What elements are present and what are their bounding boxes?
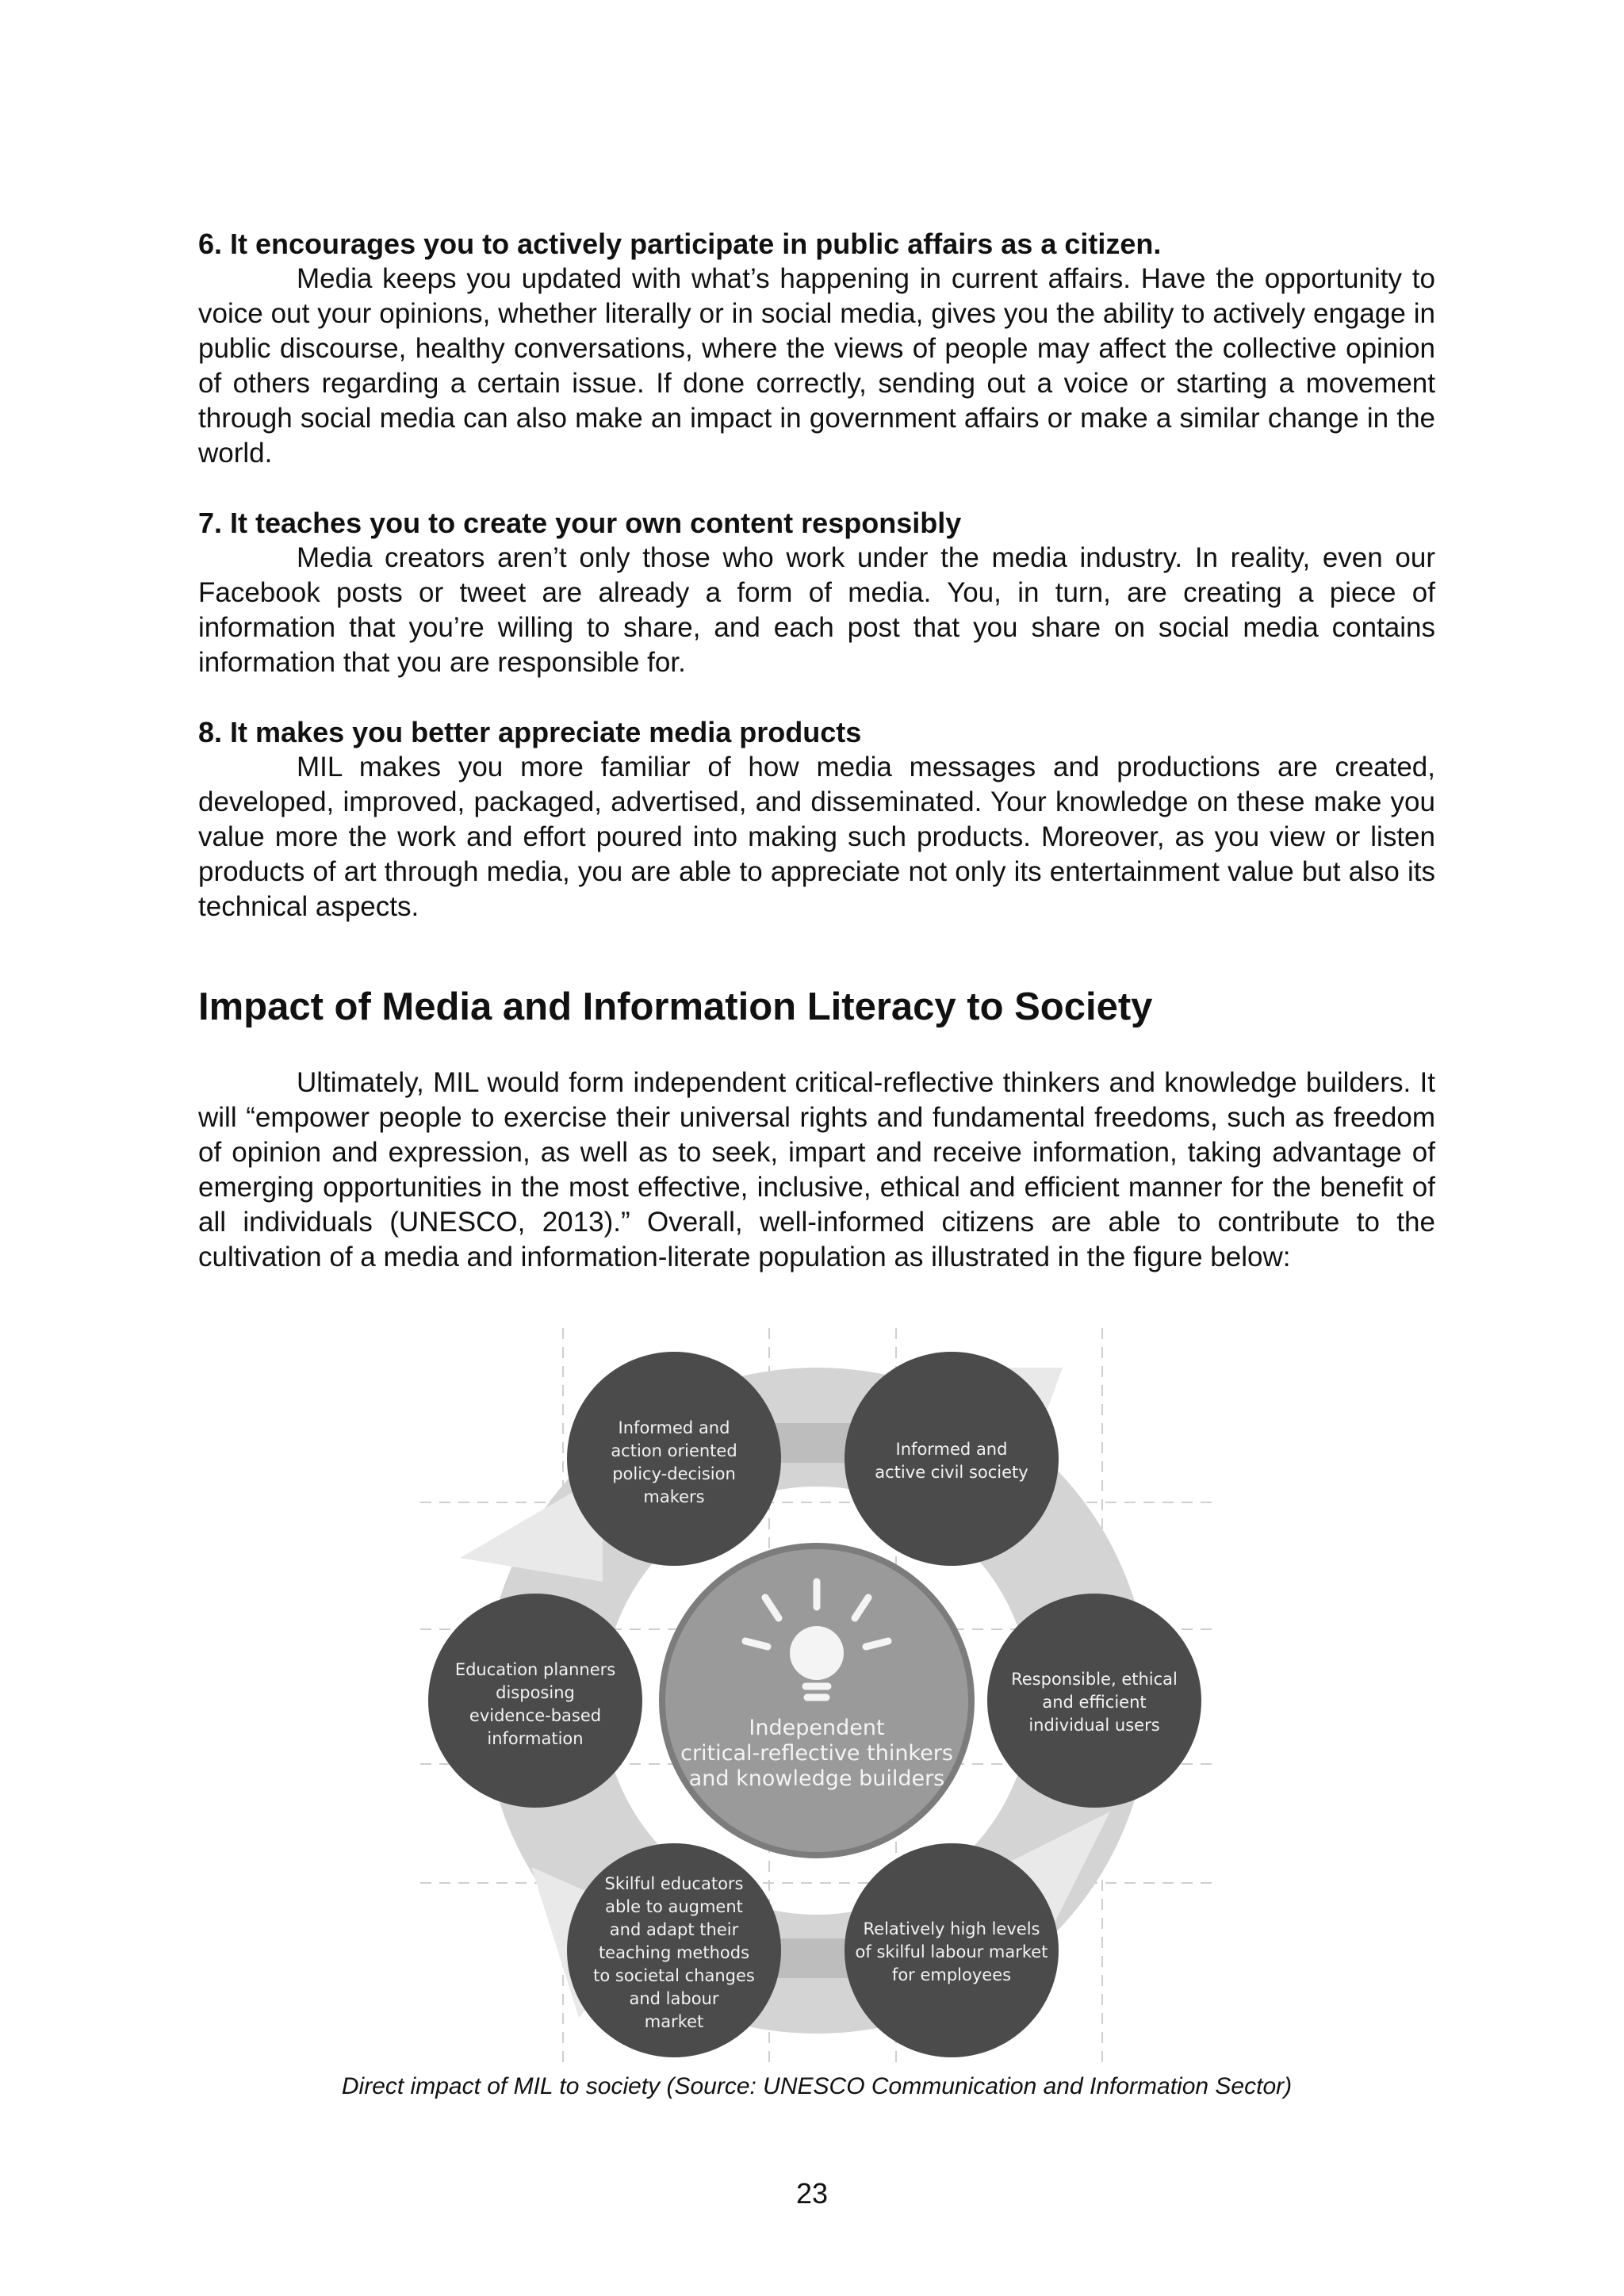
circle-policy-makers-line-4: makers — [643, 1487, 705, 1506]
circle-educators-line-1: Skilful educators — [604, 1874, 744, 1893]
circle-policy-makers — [567, 1352, 781, 1566]
circle-education-planners — [428, 1594, 642, 1808]
center-line-3: and knowledge builders — [688, 1766, 945, 1791]
section-8-heading: 8. It makes you better appreciate media products — [198, 716, 862, 748]
circle-individual-users-line-2: and efficient — [1042, 1693, 1147, 1712]
figure-caption: Direct impact of MIL to society (Source: UNESCO Communication and Information Sector) — [341, 2073, 1293, 2099]
circle-educators-line-7: market — [644, 2012, 704, 2031]
section-7-body: Media creators aren’t only those who work under the media industry. In reality, even our Facebook posts or tweet are already a form of media. You, in turn, are creating a piece of information that you’re willing to share, and each post that you share on social media contains information that you are responsible for. — [198, 542, 1435, 678]
section-6 — [198, 227, 1435, 471]
circle-education-planners-line-2: disposing — [496, 1683, 575, 1702]
circle-policy-makers-line-3: policy-decision — [612, 1464, 736, 1483]
circle-individual-users — [987, 1594, 1201, 1808]
section-6-heading: 6. It encourages you to actively participate in public affairs as a citizen. — [198, 228, 1162, 260]
impact-body: Ultimately, MIL would form independent critical-reflective thinkers and knowledge builders. It will “empower people to exercise their universal rights and fundamental freedoms, such as freedom of opinion and expression, as well as to seek, impart and receive information, taking advantage of emerging opportunities in the most effective, inclusive, ethical and efficient manner for the benefit of all individuals (UNESCO, 2013).” Overall, well-informed citizens are able to contribute to the cultivation of a media and information-literate population as illustrated in the figure below: — [198, 1067, 1435, 1272]
page-number: 23 — [795, 2177, 829, 2210]
section-8 — [198, 715, 1435, 924]
circle-civil-society-line-2: active civil society — [875, 1463, 1028, 1482]
section-7 — [198, 506, 1435, 680]
circle-educators — [567, 1843, 781, 2057]
section-8-body: MIL makes you more familiar of how media messages and productions are created, developed, improved, packaged, advertised, and disseminated. Your knowledge on these make you value more the work and effort poured into making such products. Moreover, as you view or listen products of art through media, you are able to appreciate not only its entertainment value but also its technical aspects. — [198, 752, 1435, 922]
section-7-heading: 7. It teaches you to create your own content responsibly — [198, 507, 962, 539]
impact-heading: Impact of Media and Information Literacy to Society — [198, 985, 1153, 1028]
circle-labour-market-line-3: for employees — [891, 1965, 1012, 1984]
mil-impact-figure — [404, 1320, 1229, 2073]
circle-labour-market — [845, 1843, 1059, 2057]
circle-policy-makers-line-1: Informed and — [618, 1418, 730, 1437]
circle-education-planners-line-3: evidence-based — [469, 1706, 602, 1725]
circle-civil-society — [845, 1352, 1059, 1566]
circle-policy-makers-line-2: action oriented — [611, 1441, 737, 1460]
center-circle — [662, 1546, 971, 1855]
circle-educators-line-6: and labour — [629, 1989, 719, 2008]
circle-individual-users-line-3: individual users — [1028, 1716, 1160, 1735]
circle-education-planners-line-1: Education planners — [454, 1660, 616, 1679]
circle-educators-line-4: teaching methods — [598, 1943, 750, 1962]
mil-impact-diagram — [404, 1320, 1229, 2073]
circle-individual-users-line-1: Responsible, ethical — [1011, 1670, 1178, 1689]
circle-education-planners-line-4: information — [487, 1729, 584, 1748]
center-line-1: Independent — [749, 1716, 885, 1740]
page-content — [198, 227, 1435, 1275]
circle-educators-line-2: able to augment — [605, 1897, 743, 1916]
circle-civil-society-line-1: Informed and — [895, 1440, 1008, 1459]
circle-labour-market-line-1: Relatively high levels — [863, 1919, 1040, 1938]
circle-labour-market-line-2: of skilful labour market — [855, 1942, 1048, 1961]
section-6-body: Media keeps you updated with what’s happening in current affairs. Have the opportunity to voice out your opinions, whether literally or in social media, gives you the ability to actively engage in public discourse, healthy conversations, where the views of people may affect the collective opinion of others regarding a certain issue. If done correctly, sending out a voice or starting a movement through social media can also make an impact in government affairs or make a similar change in the world. — [198, 263, 1435, 469]
circle-educators-line-3: and adapt their — [609, 1920, 739, 1939]
center-line-2: critical-reflective thinkers — [680, 1741, 953, 1766]
circle-educators-line-5: to societal changes — [593, 1966, 755, 1985]
